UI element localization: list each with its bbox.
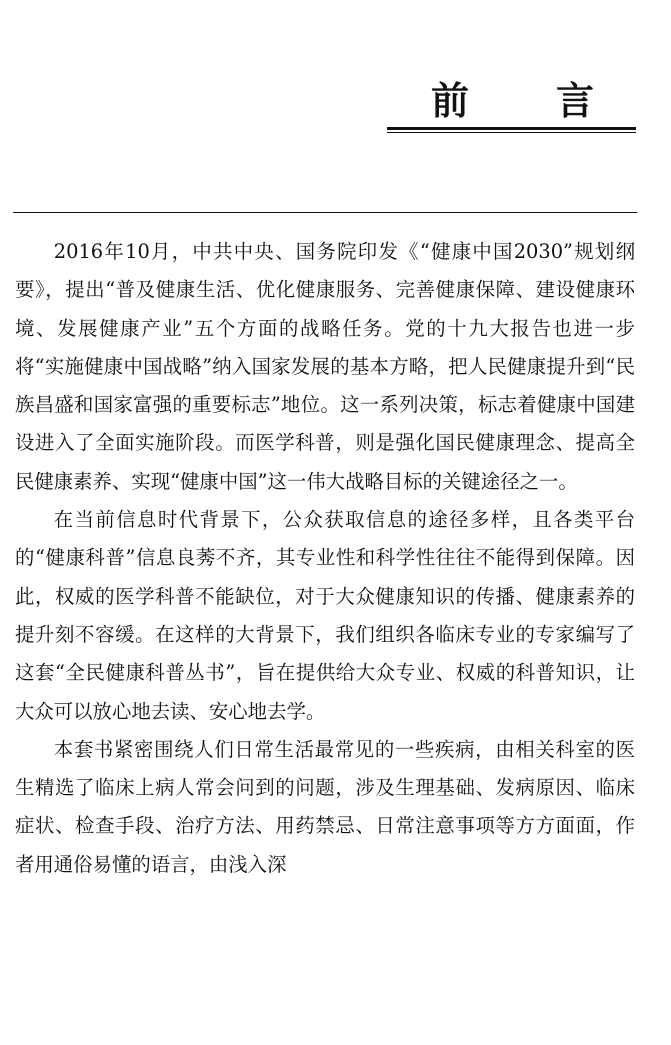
title-underline-thin <box>387 132 636 133</box>
body-text <box>15 233 635 884</box>
paragraph-3: 本套书紧密围绕人们日常生活最常见的一些疾病，由相关科室的医生精选了临床上病人常会问到的问题，涉及生理基础、发病原因、临床症状、检查手段、治疗方法、用药禁忌、日常注意事项等方方面面，作者用通俗易懂的语言，由浅入深 <box>15 737 635 876</box>
header-divider <box>13 212 637 213</box>
page-title-char-2: 言 <box>555 78 594 123</box>
page-title <box>387 78 636 124</box>
paragraph-1: 2016年10月，中共中央、国务院印发《“健康中国2030”规划纲要》，提出“普及健康生活、优化健康服务、完善健康保障、建设健康环境、发展健康产业”五个方面的战略任务。党的十九大报告也进一步将“实施健康中国战略”纳入国家发展的基本方略，把人民健康提升到“民族昌盛和国家富强的重要标志”地位。这一系列决策，标志着健康中国建设进入了全面实施阶段。而医学科普，则是强化国民健康理念、提高全民健康素养、实现“健康中国”这一伟大战略目标的关键途径之一。 <box>15 240 635 493</box>
title-underline-thick <box>387 127 636 130</box>
paragraph-2: 在当前信息时代背景下，公众获取信息的途径多样，且各类平台的“健康科普”信息良莠不齐，其专业性和科学性往往不能得到保障。因此，权威的医学科普不能缺位，对于大众健康知识的传播、健康素养的提升刻不容缓。在这样的大背景下，我们组织各临床专业的专家编写了这套“全民健康科普丛书”，旨在提供给大众专业、权威的科普知识，让大众可以放心地去读、安心地去学。 <box>15 508 635 723</box>
title-block <box>387 78 636 133</box>
page-title-char-1: 前 <box>431 78 470 123</box>
